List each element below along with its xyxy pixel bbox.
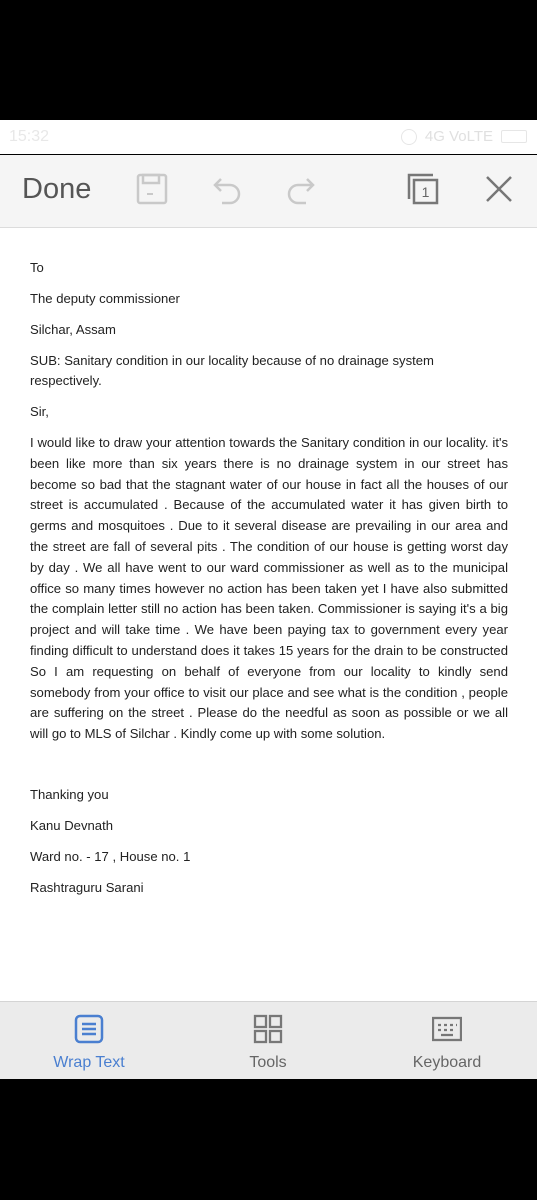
keyboard-icon [432, 1014, 462, 1044]
close-icon[interactable] [482, 172, 516, 206]
letter-body: I would like to draw your attention towards the Sanitary condition in our locality. it's been like more than six years there is no drainage system in our street has become so bad that the stagnant water of our house in fact all the houses of our street is accumulated . Because of the accumulated water it has given birth to germs and mosquitoes . Due to it several disease are prevailing in our area and the street are fall of several pits . The condition of our house is getting worst day by day . We all have went to our ward commissioner as well as to the municipal office so many times however no action has been taken yet I have also submitted the complain letter still no action has been taken. Commissioner is saying it's a big project and will take time . We have been paying tax to government every year finding difficult to understand does it takes 15 years for the drain to be constructed So I am requesting on behalf of everyone from our locality to kindly send somebody from your office to visit our place and see what is the condition , people are suffering on the street . Please do the needful as soon as possible or we all will go to MLS of Silchar . Kindly come up with some solution. [30, 435, 508, 742]
wrap-text-icon [74, 1014, 104, 1044]
battery-icon [501, 130, 527, 143]
status-time: 15:32 [9, 128, 50, 145]
letter-address-line2: Rashtraguru Sarani [30, 879, 144, 895]
tools-grid-icon [253, 1014, 283, 1044]
nav-keyboard-label: Keyboard [412, 1054, 482, 1071]
save-icon[interactable] [135, 172, 169, 206]
nav-wrap-text-label: Wrap Text [53, 1054, 125, 1071]
done-button[interactable]: Done [22, 173, 92, 205]
redo-icon[interactable] [284, 172, 318, 206]
nav-wrap-text[interactable] [19, 1002, 159, 1079]
nav-keyboard[interactable] [377, 1002, 517, 1079]
nav-tools-label: Tools [249, 1054, 287, 1071]
alarm-icon [401, 129, 417, 145]
status-icons [401, 128, 527, 145]
top-black-area [0, 0, 537, 112]
document-page[interactable] [0, 228, 537, 1001]
letter-to: To [30, 260, 44, 275]
nav-tools[interactable] [198, 1002, 338, 1079]
letter-closing: Thanking you [30, 786, 109, 802]
letter-subject: SUB: Sanitary condition in our locality because of no drainage system respectively. [30, 353, 434, 388]
bottom-navigation [0, 1001, 537, 1079]
page-count: 1 [421, 184, 430, 200]
pages-icon[interactable] [406, 172, 440, 206]
letter-recipient: The deputy commissioner [30, 291, 180, 306]
letter-location: Silchar, Assam [30, 322, 116, 337]
letter-sender-name: Kanu Devnath [30, 817, 113, 833]
letter-content [30, 258, 508, 909]
undo-icon[interactable] [210, 172, 244, 206]
network-label: 4G VoLTE [424, 128, 493, 145]
letter-salutation: Sir, [30, 404, 49, 419]
editor-toolbar [0, 155, 537, 228]
letter-address-line1: Ward no. - 17 , House no. 1 [30, 848, 191, 864]
